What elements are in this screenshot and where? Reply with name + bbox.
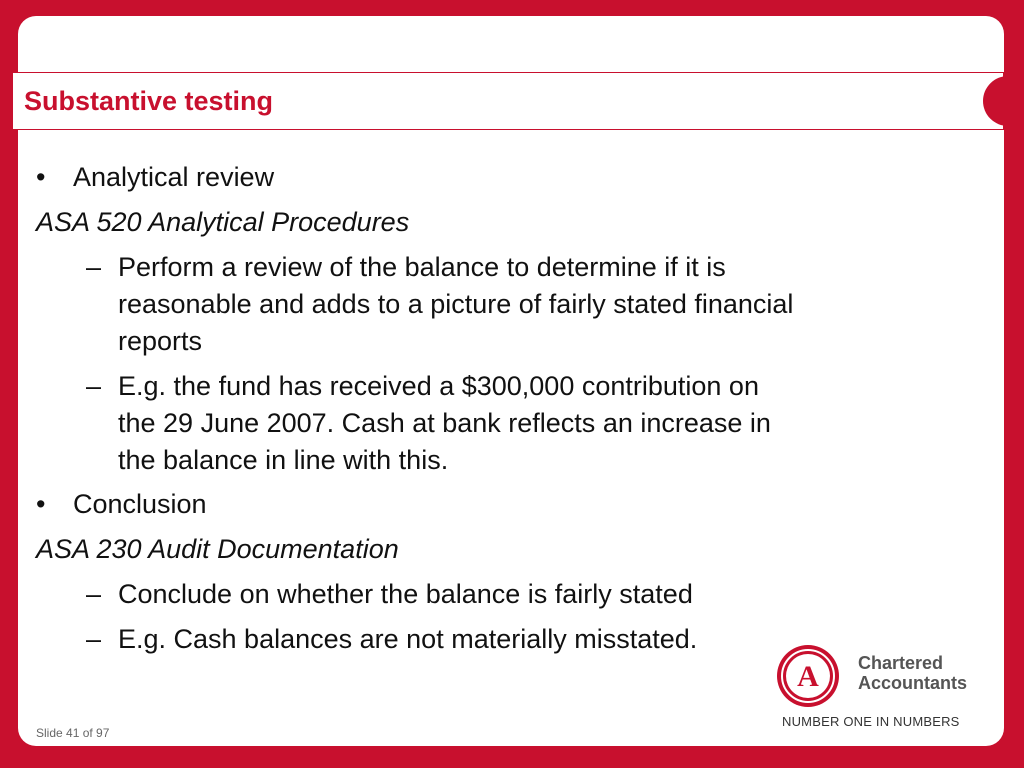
page-title: Substantive testing [24,86,274,116]
sub-bullet-text-line: E.g. the fund has received a $300,000 contribution on [118,371,759,401]
sub-bullet-text-line: E.g. Cash balances are not materially misstated. [118,624,698,654]
sub-bullet-text-line: Conclude on whether the balance is fairly stated [118,579,693,609]
standard-reference: ASA 230 Audit Documentation [36,534,399,564]
sub-bullet-text-line: the 29 June 2007. Cash at bank reflects an increase in [118,408,771,438]
sub-bullet-text-line: reasonable and adds to a picture of fairly stated financial [118,289,794,319]
logo-word-chartered: Chartered [858,653,944,673]
chartered-accountants-seal-icon [776,644,840,708]
standard-reference: ASA 520 Analytical Procedures [36,207,410,237]
bullet-glyph: • [36,162,46,192]
sub-bullet-text-line: Perform a review of the balance to determine if it is [118,252,726,282]
bullet-text: Conclusion [73,489,207,519]
sub-bullet-text-line: the balance in line with this. [118,445,449,475]
sub-bullet-text-line: reports [118,326,203,356]
sub-bullet-glyph: – [86,579,102,609]
logo-word-accountants: Accountants [858,673,968,693]
sub-bullet-glyph: – [86,252,102,282]
sub-bullet-glyph: – [86,371,102,401]
bullet-glyph: • [36,489,46,519]
seal-letter: A [797,660,819,693]
bullet-text: Analytical review [73,162,275,192]
sub-bullet-glyph: – [86,624,102,654]
logo-tagline: NUMBER ONE IN NUMBERS [782,714,960,729]
slide-counter: Slide 41 of 97 [36,726,110,740]
